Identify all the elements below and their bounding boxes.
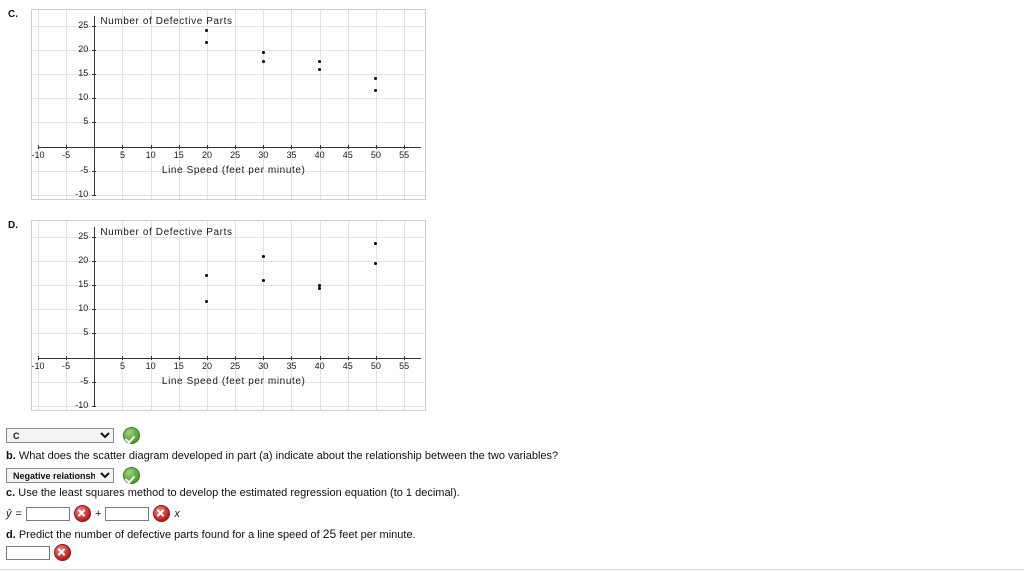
x-tick <box>38 356 39 360</box>
gridline-horizontal <box>32 98 425 99</box>
y-tick-label: -10 <box>75 189 89 199</box>
x-tick-label: -10 <box>31 360 45 371</box>
y-tick <box>92 309 96 310</box>
y-tick <box>92 382 96 383</box>
x-tick-label: 20 <box>201 149 212 160</box>
x-tick <box>179 145 180 149</box>
intercept-input[interactable] <box>26 507 70 521</box>
answer-a-row <box>6 427 140 444</box>
x-tick-label: 55 <box>399 360 410 371</box>
x-tick-label: 30 <box>258 360 269 371</box>
gridline-horizontal <box>32 333 425 334</box>
scatter-chart-d <box>31 220 426 411</box>
x-tick <box>122 145 123 149</box>
x-tick-label: 45 <box>342 149 353 160</box>
scatter-point <box>205 29 208 32</box>
y-tick <box>92 26 96 27</box>
y-tick <box>92 98 96 99</box>
x-tick <box>151 356 152 360</box>
x-tick <box>66 356 67 360</box>
x-tick-label: 50 <box>370 360 381 371</box>
x-tick <box>235 145 236 149</box>
x-tick-label: -10 <box>31 149 45 160</box>
x-tick-label: 5 <box>119 360 125 371</box>
x-tick-label: 35 <box>286 360 297 371</box>
x-tick-label: 50 <box>370 149 381 160</box>
x-axis-title: Line Speed (feet per minute) <box>161 164 306 176</box>
gridline-horizontal <box>32 50 425 51</box>
question-d-letter: d. <box>6 529 16 541</box>
question-b-text: What does the scatter diagram developed in part (a) indicate about the relationship between the two variables? <box>18 450 559 462</box>
x-tick <box>179 356 180 360</box>
y-tick-label: 25 <box>78 19 89 30</box>
regression-equation-row <box>6 505 180 522</box>
y-tick-label: 20 <box>78 254 89 265</box>
x-tick <box>320 356 321 360</box>
gridline-horizontal <box>32 406 425 407</box>
scatter-point <box>262 51 265 54</box>
x-tick <box>38 145 39 149</box>
y-axis <box>94 16 95 195</box>
gridline-horizontal <box>32 74 425 75</box>
scatter-point <box>262 60 265 63</box>
y-tick-label: 15 <box>78 68 89 79</box>
scatter-point <box>205 41 208 44</box>
scatter-point <box>262 279 265 282</box>
equals-sign: = <box>15 507 22 520</box>
x-tick <box>348 356 349 360</box>
correct-check-icon-b <box>123 467 140 484</box>
question-c <box>6 487 460 499</box>
gridline-horizontal <box>32 195 425 196</box>
question-d <box>6 527 416 541</box>
slope-input[interactable] <box>105 507 149 521</box>
x-tick <box>235 356 236 360</box>
x-tick <box>291 356 292 360</box>
gridline-horizontal <box>32 122 425 123</box>
y-tick <box>92 171 96 172</box>
x-tick <box>348 145 349 149</box>
x-tick-label: 35 <box>286 149 297 160</box>
panel-label-c: C. <box>8 9 18 20</box>
y-axis <box>94 227 95 406</box>
x-tick-label: 55 <box>399 149 410 160</box>
correct-check-icon-a <box>123 427 140 444</box>
bottom-divider <box>0 569 1024 570</box>
y-tick-label: 10 <box>78 92 89 103</box>
x-tick-label: -5 <box>62 149 71 160</box>
x-tick-label: 25 <box>230 360 241 371</box>
y-tick <box>92 237 96 238</box>
y-tick-label: -5 <box>80 375 89 386</box>
incorrect-mark-icon-prediction <box>54 544 71 561</box>
x-variable-label: x <box>174 507 180 520</box>
x-tick <box>263 145 264 149</box>
x-tick <box>404 145 405 149</box>
answer-a-select[interactable] <box>6 428 114 443</box>
x-axis <box>38 358 421 359</box>
y-tick <box>92 122 96 123</box>
question-c-text: Use the least squares method to develop the estimated regression equation (to 1 decimal). <box>18 487 460 499</box>
y-tick <box>92 195 96 196</box>
x-tick <box>291 145 292 149</box>
x-tick-label: 10 <box>145 149 156 160</box>
y-tick-label: 20 <box>78 43 89 54</box>
prediction-row <box>6 544 71 561</box>
chart-title: Number of Defective Parts <box>100 227 233 238</box>
question-d-speed-value: 25 <box>322 527 337 541</box>
scatter-point <box>374 262 377 265</box>
x-tick <box>376 145 377 149</box>
x-tick-label: 25 <box>230 149 241 160</box>
x-tick-label: 15 <box>173 360 184 371</box>
x-axis <box>38 147 421 148</box>
y-tick <box>92 261 96 262</box>
yhat-label: ŷ <box>6 507 12 520</box>
y-tick-label: 5 <box>83 116 89 127</box>
x-tick <box>320 145 321 149</box>
y-tick <box>92 50 96 51</box>
scatter-point <box>262 255 265 258</box>
x-tick-label: 15 <box>173 149 184 160</box>
y-tick <box>92 285 96 286</box>
scatter-chart-c <box>31 9 426 200</box>
question-b-letter: b. <box>6 450 16 462</box>
y-tick-label: 5 <box>83 327 89 338</box>
gridline-horizontal <box>32 285 425 286</box>
x-tick <box>151 145 152 149</box>
scatter-point <box>318 287 321 290</box>
x-tick-label: 10 <box>145 360 156 371</box>
y-tick-label: -10 <box>75 400 89 410</box>
y-tick <box>92 333 96 334</box>
scatter-point <box>318 68 321 71</box>
x-tick <box>263 356 264 360</box>
scatter-point <box>318 284 321 287</box>
question-c-letter: c. <box>6 487 16 499</box>
x-tick-label: 20 <box>201 360 212 371</box>
x-tick <box>122 356 123 360</box>
x-tick-label: 30 <box>258 149 269 160</box>
x-tick <box>207 145 208 149</box>
gridline-horizontal <box>32 261 425 262</box>
x-tick-label: 40 <box>314 360 325 371</box>
question-d-text-after: feet per minute. <box>339 529 416 541</box>
y-tick-label: 25 <box>78 230 89 241</box>
y-tick <box>92 406 96 407</box>
y-tick-label: 15 <box>78 279 89 290</box>
x-tick <box>66 145 67 149</box>
x-tick-label: 45 <box>342 360 353 371</box>
y-tick <box>92 74 96 75</box>
incorrect-mark-icon-slope <box>153 505 170 522</box>
x-tick-label: 5 <box>119 149 125 160</box>
incorrect-mark-icon-intercept <box>74 505 91 522</box>
panel-label-d: D. <box>8 220 18 231</box>
x-tick <box>404 356 405 360</box>
answer-b-row <box>6 467 140 484</box>
plus-sign: + <box>94 507 102 520</box>
prediction-input[interactable] <box>6 546 50 560</box>
x-tick-label: -5 <box>62 360 71 371</box>
x-tick <box>207 356 208 360</box>
x-tick-label: 40 <box>314 149 325 160</box>
relationship-select[interactable] <box>6 468 114 483</box>
question-d-text-before: Predict the number of defective parts found for a line speed of <box>18 529 320 541</box>
gridline-horizontal <box>32 309 425 310</box>
x-tick <box>376 356 377 360</box>
y-tick-label: 10 <box>78 303 89 314</box>
scatter-point <box>205 274 208 277</box>
chart-title: Number of Defective Parts <box>100 16 233 27</box>
y-tick-label: -5 <box>80 164 89 175</box>
question-b <box>6 450 558 462</box>
x-axis-title: Line Speed (feet per minute) <box>161 375 306 387</box>
